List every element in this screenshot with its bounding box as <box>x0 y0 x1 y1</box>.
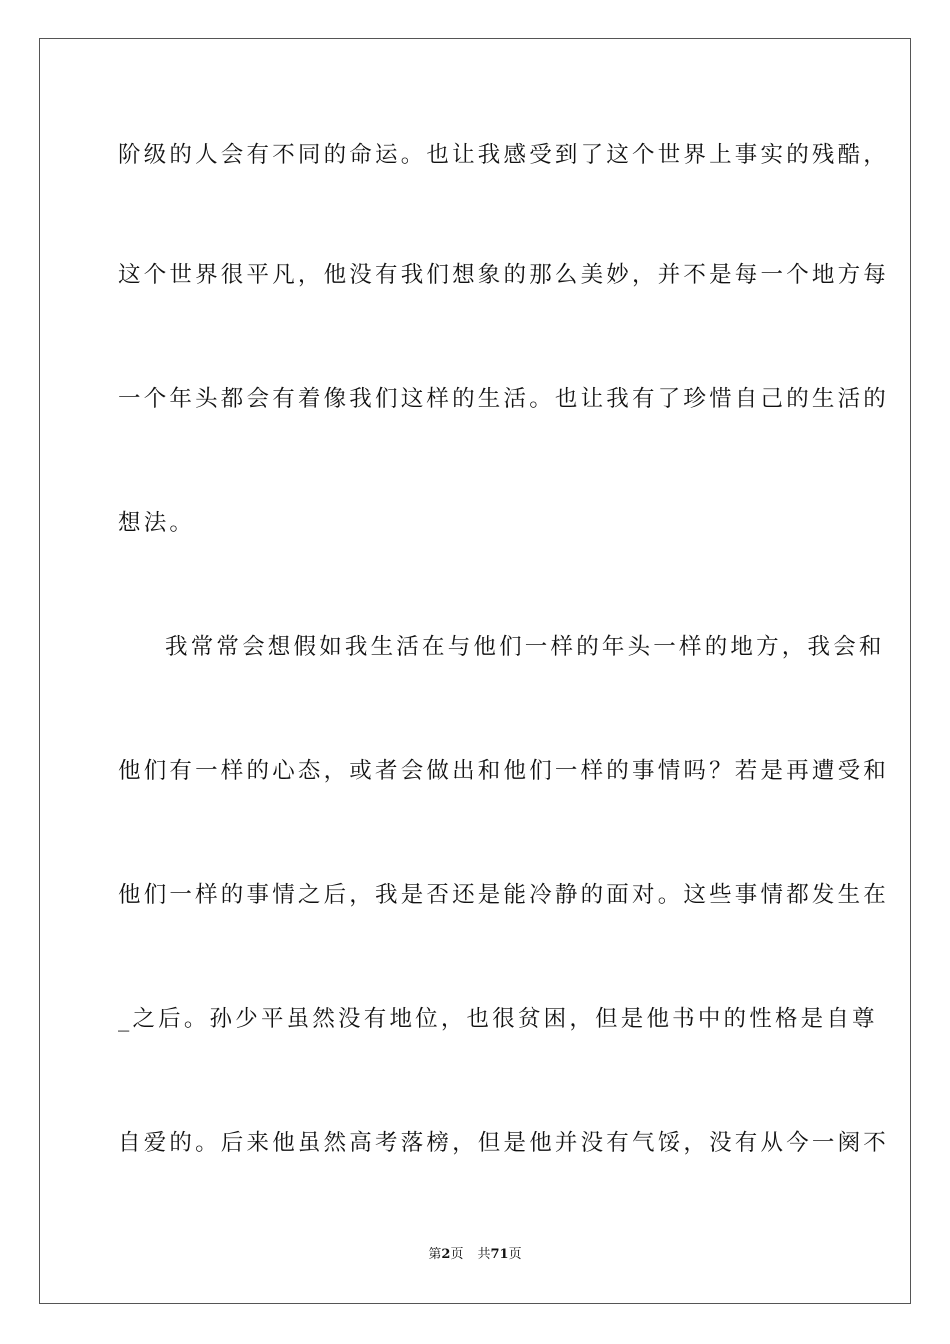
footer-total-prefix: 共 <box>477 1247 491 1262</box>
paragraph-line: 他们有一样的心态，或者会做出和他们一样的事情吗？若是再遭受和 <box>118 758 890 784</box>
paragraph-line: 想法。 <box>118 510 196 536</box>
page-border <box>39 38 911 1304</box>
footer-page-suffix: 页 <box>450 1247 464 1262</box>
footer-page-number: 2 <box>441 1247 451 1262</box>
paragraph-line: 一个年头都会有着像我们这样的生活。也让我有了珍惜自己的生活的 <box>118 386 890 412</box>
footer-total-suffix: 页 <box>508 1247 522 1262</box>
paragraph-line: _之后。孙少平虽然没有地位，也很贫困，但是他书中的性格是自尊 <box>118 1006 878 1032</box>
paragraph-line: 这个世界很平凡，他没有我们想象的那么美妙，并不是每一个地方每 <box>118 262 890 288</box>
footer-page-prefix: 第 <box>428 1247 442 1262</box>
paragraph-line: 我常常会想假如我生活在与他们一样的年头一样的地方，我会和 <box>165 634 885 660</box>
paragraph-line: 阶级的人会有不同的命运。也让我感受到了这个世界上事实的残酷， <box>118 142 890 168</box>
paragraph-line: 自爱的。后来他虽然高考落榜，但是他并没有气馁，没有从今一阕不 <box>118 1130 890 1156</box>
page-footer <box>0 1246 950 1264</box>
footer-total-pages: 71 <box>490 1247 509 1262</box>
paragraph-line: 他们一样的事情之后，我是否还是能冷静的面对。这些事情都发生在 <box>118 882 890 908</box>
